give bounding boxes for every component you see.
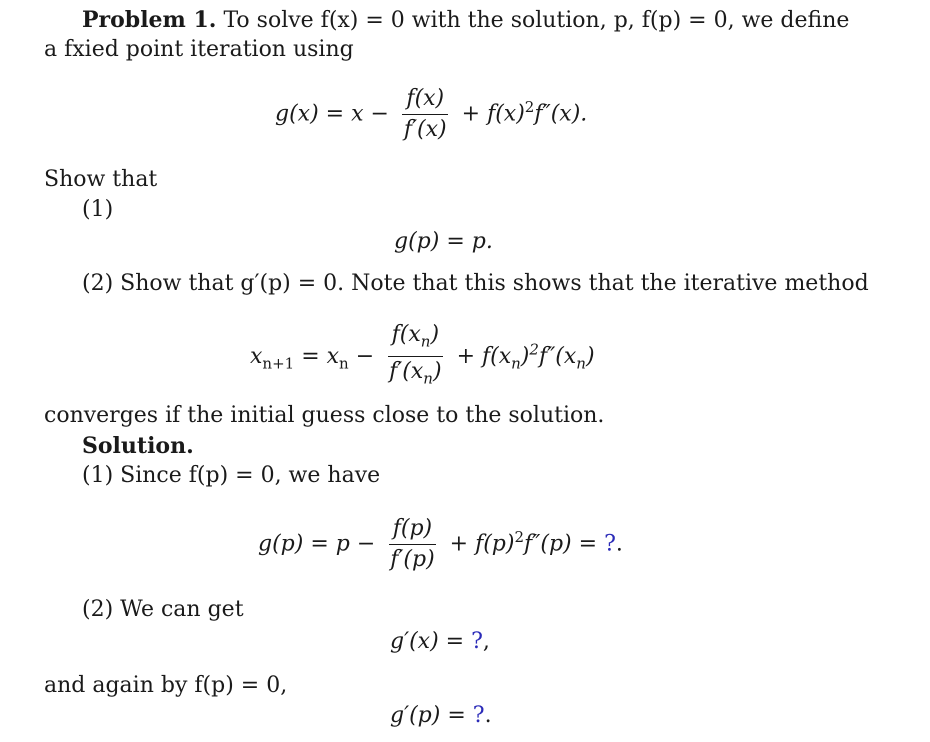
eq-g-sup: 2 bbox=[524, 98, 535, 117]
eq-g-lhs: g(x) = x − bbox=[275, 101, 389, 127]
iter-fraction bbox=[385, 322, 445, 392]
problem-first-line bbox=[82, 6, 849, 35]
iter-lhs-sub: n+1 bbox=[262, 354, 295, 373]
sol1-tail: f″(p) = bbox=[524, 531, 598, 557]
solution-part2-text: (2) We can get bbox=[82, 597, 244, 622]
equation-g-definition bbox=[275, 86, 587, 143]
eq-g-frac-num: f(x) bbox=[402, 86, 448, 115]
equation-iteration bbox=[250, 322, 595, 392]
eq-g-fraction bbox=[400, 86, 451, 143]
again-text: and again by f(p) = 0, bbox=[44, 673, 288, 698]
iter-frac-den: $f'(x_n)$ bbox=[389, 359, 442, 388]
eq-g-tail: f″(x). bbox=[534, 101, 588, 127]
gprime-x-lhs: g′(x) = bbox=[390, 629, 465, 654]
problem-intro-2: a fxied point iteration using bbox=[44, 37, 354, 62]
iter-frac-num: $f(x_n)$ bbox=[388, 322, 443, 357]
gprime-p-answer-placeholder: ? bbox=[472, 703, 485, 728]
converges-text: converges if the initial guess close to the solution. bbox=[44, 403, 605, 428]
part1-label: (1) bbox=[82, 197, 114, 222]
gprime-p-lhs: g′(p) = bbox=[390, 703, 466, 728]
gprime-x-answer-placeholder: ? bbox=[471, 629, 483, 654]
eq-g-frac-den: f′(x) bbox=[403, 117, 447, 142]
show-that-label: Show that bbox=[44, 167, 158, 192]
equation-solution-gp bbox=[258, 516, 623, 573]
gprime-x-end: , bbox=[482, 629, 490, 654]
equation-g-p: g(p) = p. bbox=[394, 229, 493, 254]
iter-lhs: x bbox=[250, 343, 263, 369]
sol1-end: . bbox=[615, 531, 623, 557]
gprime-p-end: . bbox=[484, 703, 492, 728]
iter-rhs: + $f(x_n)^2f''(x_n)$ bbox=[456, 340, 595, 373]
sol1-frac-den: f′(p) bbox=[390, 547, 435, 572]
iter-minus: − bbox=[355, 343, 375, 369]
solution-heading: Solution. bbox=[82, 433, 194, 459]
part2-statement: (2) Show that g′(p) = 0. Note that this shows that the iterative method bbox=[82, 271, 869, 296]
iter-mid-sub: n bbox=[339, 354, 349, 373]
sol1-rhs: + f(p) bbox=[449, 531, 515, 557]
sol1-lhs: g(p) = p − bbox=[258, 531, 376, 557]
problem-intro-1: To solve f(x) = 0 with the solution, p, f(p) = 0, we define bbox=[223, 8, 850, 33]
problem-heading: Problem 1. bbox=[82, 7, 217, 33]
iter-mid: = x bbox=[301, 343, 340, 369]
sol1-fraction bbox=[386, 516, 438, 573]
sol1-answer-placeholder: ? bbox=[604, 531, 616, 557]
equation-gprime-x bbox=[390, 628, 490, 656]
eq-g-rhs: + f(x) bbox=[461, 101, 525, 127]
sol1-sup: 2 bbox=[514, 528, 525, 547]
sol1-frac-num: f(p) bbox=[389, 516, 436, 545]
solution-part1-text: (1) Since f(p) = 0, we have bbox=[82, 463, 381, 488]
equation-gprime-p bbox=[390, 702, 492, 730]
